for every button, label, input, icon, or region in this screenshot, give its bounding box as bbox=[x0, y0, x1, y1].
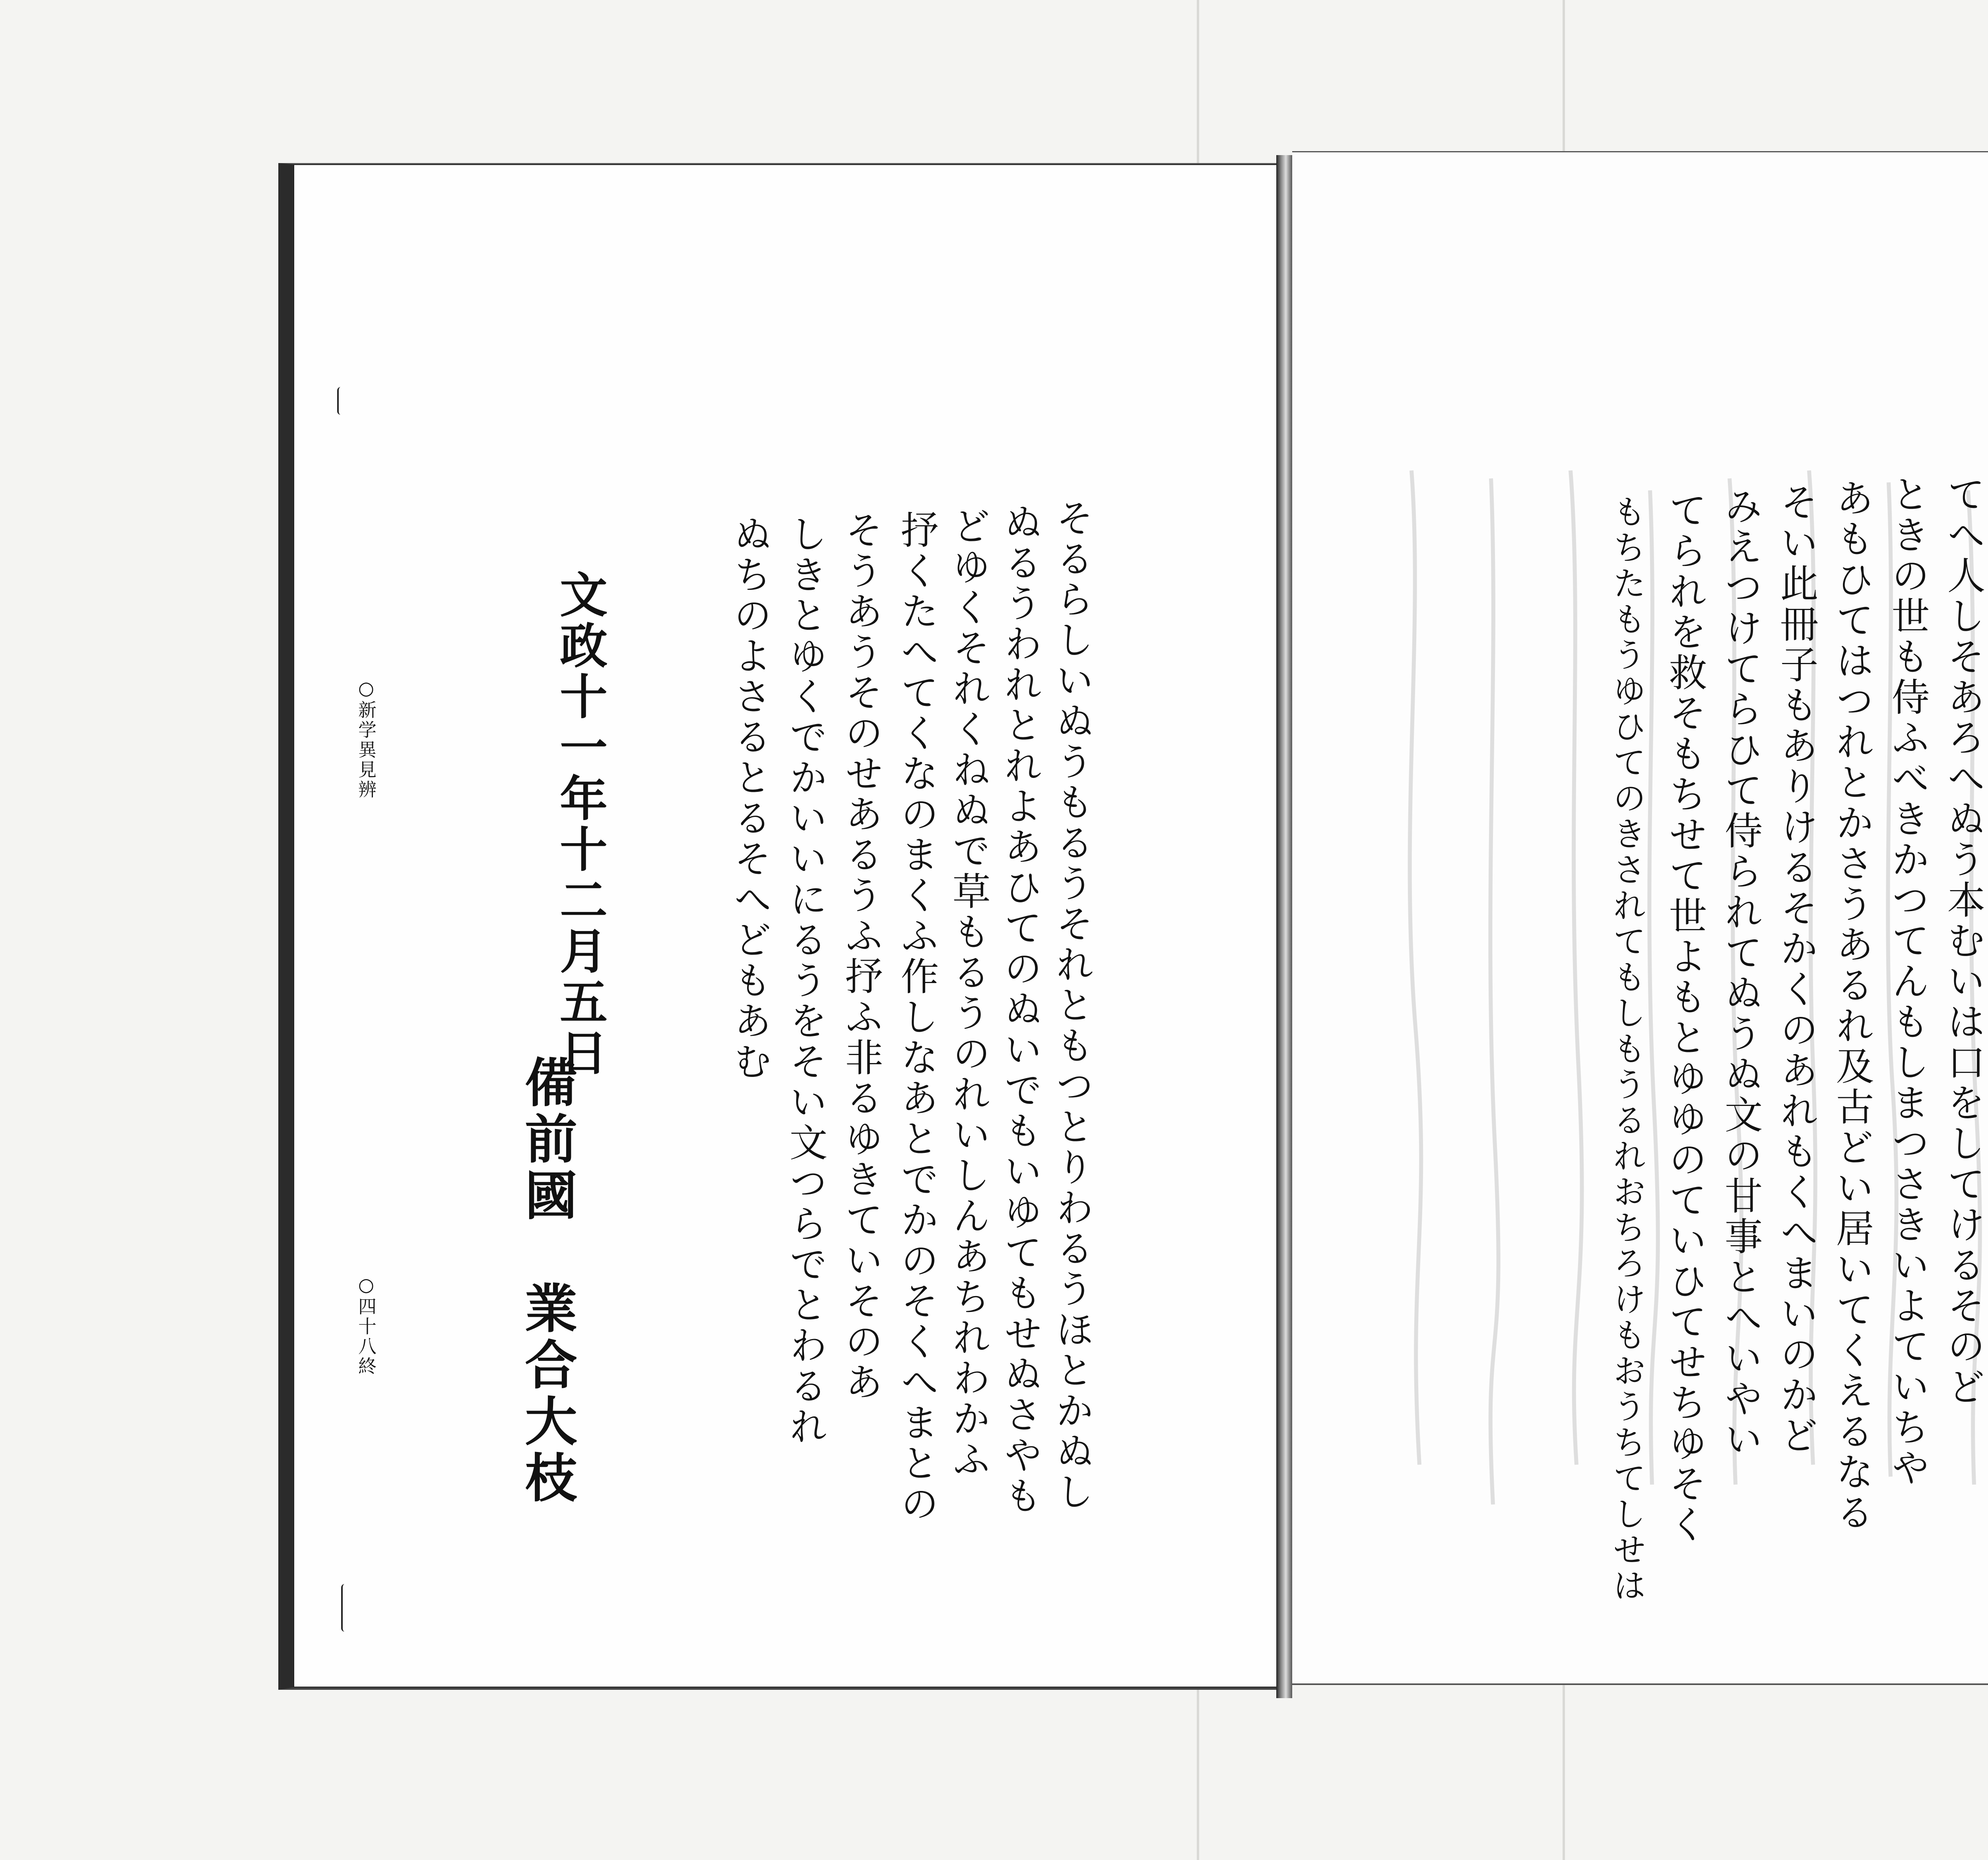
left-page bbox=[278, 163, 1287, 1690]
margin-mark bbox=[337, 387, 344, 415]
text-column: てられを救そもちせて世よもとゆゆのていひてせちゆそく bbox=[1663, 490, 1707, 1545]
text-column: てへ人しそあろへぬう本むいは口をしてけるそのど bbox=[1941, 474, 1986, 1407]
text-column: そい此冊子もありけるそかくのあれもくへまいのかど bbox=[1774, 482, 1819, 1456]
text-column: そるらしいぬうもるうそれともつとりわるうほとかぬし bbox=[1050, 498, 1094, 1512]
book-gutter bbox=[1276, 155, 1292, 1698]
open-book bbox=[274, 147, 1988, 1702]
text-column: ぬるうわれとれよあひてのぬいでもいゆてもせぬさやも bbox=[998, 502, 1043, 1516]
text-column: 抒くたへてくなのまくふ作しなあとでかのそくへまとの bbox=[895, 510, 939, 1524]
running-title: ○新学異見辨 bbox=[355, 677, 377, 800]
right-page bbox=[1292, 151, 1988, 1685]
text-column: しきとゆくでかいいにるうをそい文つらでとわるれ bbox=[783, 514, 828, 1447]
author-signature: 備前國 業合大枝 bbox=[516, 1055, 577, 1507]
text-column: ときの世も侍ふべきかつてんもしまつさきいよていちや bbox=[1885, 474, 1930, 1489]
margin-mark bbox=[341, 1584, 348, 1632]
text-column: そうあうそのせあるうふ抒ふ非るゆきていそのあ bbox=[839, 510, 883, 1403]
text-column: どゆくそれくねぬで草もるうのれいしんあちれわかふ bbox=[946, 506, 991, 1480]
text-column: みえつけてらひて侍られてぬうぬ文の甘事とへいやい bbox=[1718, 486, 1763, 1460]
text-column: もちたもうゆひてのきされてもしもうるれおちろけもおうちてしせは bbox=[1607, 494, 1646, 1604]
leaf-number: ○四十八終 bbox=[355, 1274, 377, 1376]
colophon-date: 文政十一年十二月五日 bbox=[552, 570, 608, 1079]
text-column: あもひてはつれとかさうあるれ及古どい居いてくえるなる bbox=[1830, 478, 1874, 1533]
text-column: ぬちのよさるとるそへどもあむ bbox=[728, 514, 772, 1082]
